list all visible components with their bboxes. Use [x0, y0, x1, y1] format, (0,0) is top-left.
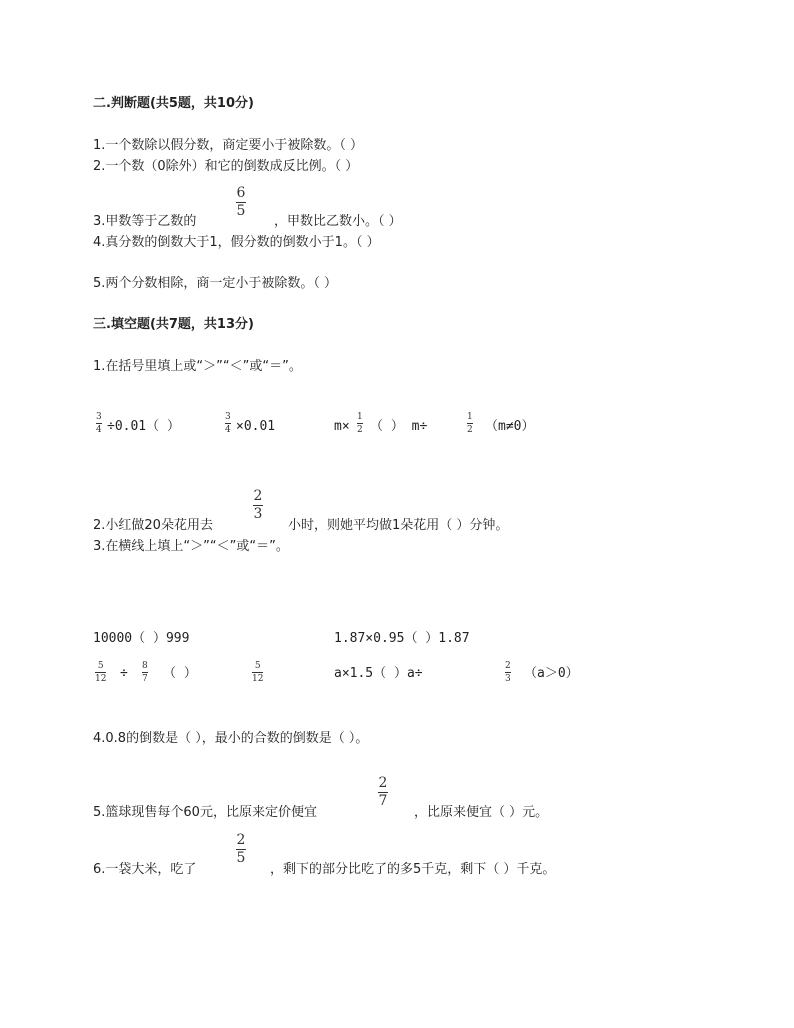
fraction-numerator: 5 — [254, 661, 261, 671]
fraction-bar — [96, 423, 102, 424]
blank-paren: （ ） — [163, 666, 197, 681]
fraction-one-half-b — [467, 412, 473, 435]
fraction-numerator: 2 — [236, 832, 246, 848]
question-3-5-part2: ，比原来便宜（ ）元。 — [414, 805, 549, 820]
expr-a-times-15: a×1.5（ ）a÷ — [334, 666, 423, 681]
expr-m-div: （ ） m÷ — [370, 419, 428, 434]
expr-a-condition: （a＞0） — [524, 666, 579, 681]
fraction-numerator: 2 — [505, 661, 511, 671]
fraction-denominator: 2 — [467, 425, 473, 435]
question-3-1: 1.在括号里填上或“＞”“＜”或“＝”。 — [93, 359, 302, 374]
fraction-numerator: 3 — [225, 412, 231, 422]
fraction-denominator: 5 — [236, 203, 246, 219]
fraction-bar — [505, 672, 511, 673]
fraction-denominator: 12 — [252, 674, 264, 684]
fraction-denominator: 2 — [357, 425, 363, 435]
fraction-bar — [467, 423, 473, 424]
question-2-5: 5.两个分数相除，商一定小于被除数。（ ） — [93, 276, 338, 291]
question-3-6-part1: 6.一袋大米，吃了 — [93, 862, 197, 877]
fraction-bar — [225, 423, 231, 424]
fraction-bar — [142, 672, 148, 673]
fraction-two-sevenths — [378, 776, 388, 809]
fraction-denominator: 3 — [253, 506, 263, 522]
question-2-3-part2: ，甲数比乙数小。（ ） — [274, 214, 402, 229]
fraction-denominator: 4 — [225, 425, 231, 435]
fraction-numerator: 2 — [378, 775, 388, 791]
expr-m-condition: （m≠0） — [485, 419, 535, 434]
expr-m-times: m× — [334, 419, 350, 434]
section-heading-judgement: 二.判断题(共5题，共10分) — [93, 96, 254, 111]
fraction-numerator: 6 — [236, 185, 246, 201]
fraction-one-half-a — [357, 412, 363, 435]
section-heading-fill-in: 三.填空题(共7题，共13分) — [93, 317, 254, 332]
fraction-numerator: 2 — [253, 488, 263, 504]
fraction-bar — [357, 423, 363, 424]
question-2-1: 1.一个数除以假分数，商定要小于被除数。（ ） — [93, 138, 364, 153]
question-2-3-part1: 3.甲数等于乙数的 — [93, 214, 197, 229]
question-3-6-part2: ，剩下的部分比吃了的多5千克，剩下（ ）千克。 — [270, 862, 556, 877]
divide-sign: ÷ — [120, 666, 128, 681]
fraction-five-twelfths-b — [252, 661, 263, 684]
expr-mul-001: ×0.01 — [236, 419, 276, 434]
question-3-4: 4.0.8的倒数是（ ），最小的合数的倒数是（ ）。 — [93, 731, 369, 746]
fraction-bar — [95, 672, 106, 673]
fraction-denominator: 5 — [236, 850, 246, 866]
fraction-denominator: 7 — [142, 674, 148, 684]
fraction-three-quarters-a — [96, 412, 102, 435]
fraction-six-fifths — [236, 186, 246, 219]
fraction-two-fifths — [236, 833, 246, 866]
fraction-numerator: 8 — [142, 661, 148, 671]
fraction-denominator: 12 — [95, 674, 107, 684]
fraction-two-thirds — [253, 489, 263, 522]
expr-187-times-095: 1.87×0.95（ ）1.87 — [334, 631, 470, 646]
fraction-numerator: 1 — [357, 412, 363, 422]
fraction-bar — [252, 672, 263, 673]
fraction-numerator: 1 — [467, 412, 473, 422]
fraction-denominator: 4 — [96, 425, 102, 435]
question-3-3: 3.在横线上填上“＞”“＜”或“＝”。 — [93, 539, 289, 554]
question-3-5-part1: 5.篮球现售每个60元，比原来定价便宜 — [93, 805, 317, 820]
fraction-denominator: 7 — [378, 793, 388, 809]
question-3-2-part2: 小时，则她平均做1朵花用（ ）分钟。 — [288, 518, 509, 533]
fraction-numerator: 5 — [97, 661, 104, 671]
fraction-three-quarters-b — [225, 412, 231, 435]
fraction-eight-sevenths — [142, 661, 148, 684]
fraction-denominator: 3 — [505, 674, 511, 684]
expr-10000-999: 10000（ ）999 — [93, 631, 190, 646]
fraction-numerator: 3 — [96, 412, 102, 422]
fraction-five-twelfths-a — [95, 661, 106, 684]
expr-div-001: ÷0.01（ ） — [107, 419, 180, 434]
question-2-2: 2.一个数（0除外）和它的倒数成反比例。（ ） — [93, 159, 359, 174]
question-2-4: 4.真分数的倒数大于1，假分数的倒数小于1。（ ） — [93, 235, 380, 250]
fraction-two-thirds-small — [505, 661, 511, 684]
question-3-2-part1: 2.小红做20朵花用去 — [93, 518, 213, 533]
